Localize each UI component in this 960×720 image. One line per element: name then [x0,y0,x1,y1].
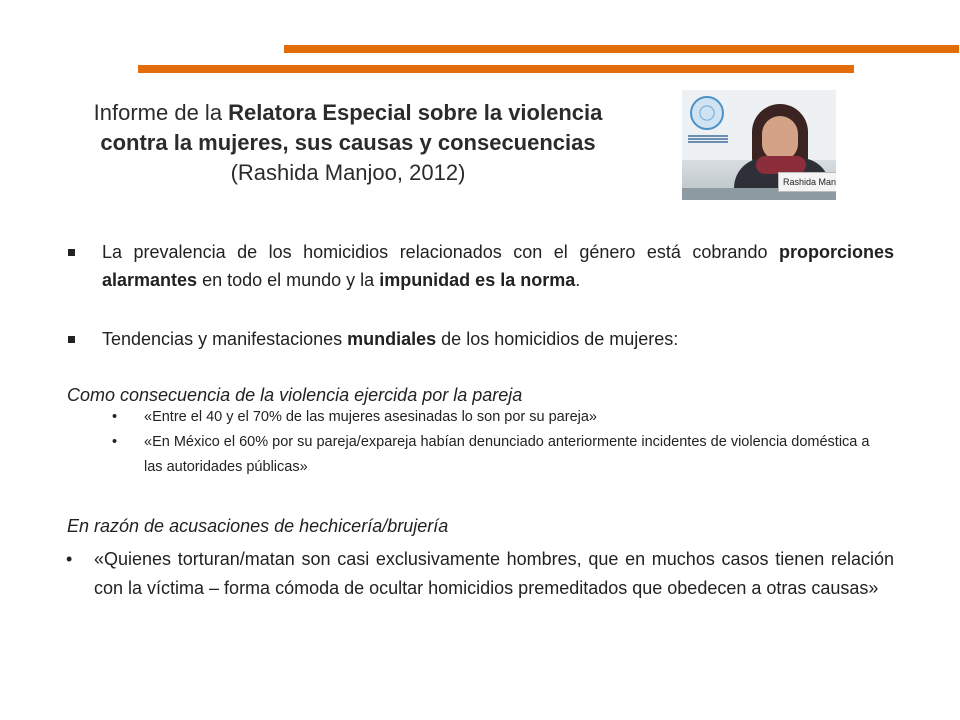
title-bold: Relatora Especial sobre la violencia contra la mujeres, sus causas y consecuencias [100,100,603,155]
list-item: • «Quienes torturan/matan son casi exclusivamente hombres, que en muchos casos tienen relación con la víctima – forma cómoda de ocultar homicidios premeditados que obedecen a otras causas» [66,545,894,603]
square-bullet-icon [68,336,75,343]
slide-title: Informe de la Relatora Especial sobre la violencia contra la mujeres, sus causas y consecuencias (Rashida Manjoo, 2012) [93,100,603,185]
list-item: • «En México el 60% por su pareja/expareja habían denunciado anteriormente incidentes de violencia doméstica a las autoridades públicas» [112,430,882,480]
accent-bar-top [284,45,959,53]
bullet-icon: • [66,549,73,569]
un-logo-icon [690,96,724,130]
bullet-item: Tendencias y manifestaciones mundiales de los homicidios de mujeres: [68,325,894,353]
speaker-photo [682,90,836,200]
bullet-icon: • [112,434,118,450]
bullet-item: La prevalencia de los homicidios relacionados con el género está cobrando proporciones alarmantes en todo el mundo y la impunidad es la norma. [68,238,894,294]
bullet-icon: • [112,409,118,425]
nameplate: Rashida Man [778,172,836,192]
square-bullet-icon [68,249,75,256]
section-heading: Como consecuencia de la violencia ejercida por la pareja [67,385,523,405]
accent-bar-bottom [138,65,854,73]
sub-list [112,405,882,480]
section-heading: En razón de acusaciones de hechicería/brujería [67,516,449,536]
list-item: • «Entre el 40 y el 70% de las mujeres asesinadas lo son por su pareja» [112,405,882,430]
